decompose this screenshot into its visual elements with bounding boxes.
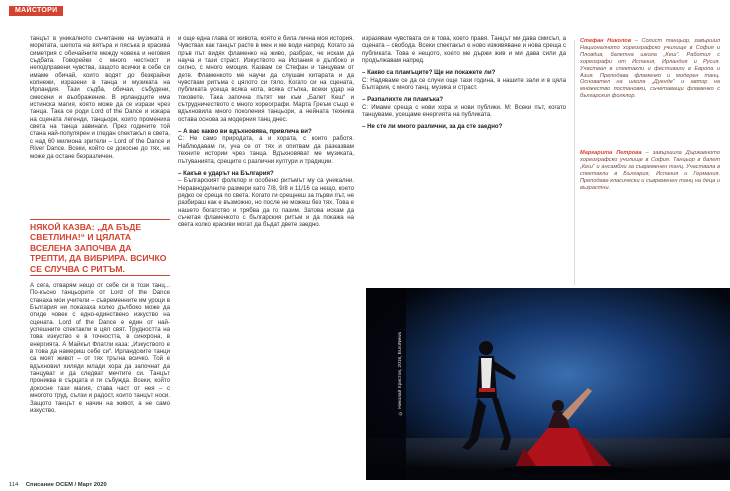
col1-bottom-text: А сега, отварям нещо от себе си в този танц... По-късно танцьорите от Lord of the Dance станаха мои учители – съвременните им уроци в България ни показаха колко дълбоко може да отиде човек с едно-единствено изкуство на сцената. Lord of the Dance е един от най-успешните спектакли в цял свят. Трудността на това изкуство е в точността, в синхрона, в енергията. А Майкъл Флатли каза: „Изкуството е в това да намериш себе си“. Ирландските танци са моят живот – от тях тръгна всичко. Той е вдъхновил хиляди млади хора да започнат да танцуват и да следват мечтите си. Танцът прониква в сърцата и ги събужда. Всеки, който докосне тази магия, става част от нея – с многото труд, сълзи и радост, които танцът носи. Защото танцът е начин на живот, а не само изкуство. (30, 282, 170, 414)
sidebar-divider (574, 40, 575, 285)
bio-2-name: Маргарита Петрова (580, 150, 642, 156)
answer-flames: С: Надяваме се да се случи още тази година, в нашите зали и в цяла България, с много танц, музика и страст. (362, 76, 566, 92)
question-spark: – Разпалихте ли пламъка? (362, 96, 444, 104)
bio-1-text: – Солист танцьор, завършил Националното хореографско училище в София и Пловдив, балетна школа „Кеш“. Работил с хореографи от Испания, Ирландия и Русия. Участвал в спектакли и фестивали в Европа и Азия. Преподава фламенко и модерен танц. Основател на школа „Дуенде“ и автор на множество постановки, съчетаващи фламенко с българския фолклор. (580, 38, 720, 100)
photo-credit: © Николай Христов, 2016, EuroNews (398, 332, 403, 416)
question-different: – Не сте ли много различни, за да сте заедно? (362, 123, 503, 131)
col3-top-text: изразявам чувствата си в това, което правя. Танцът ми дава смисъл, а сцената – свобода. Всеки спектакъл е ново изживяване и нова среща с публиката. Това е нещото, което ме държи жив и ми дава сили да продължавам напред. (362, 35, 566, 65)
pull-quote-rule-top (30, 219, 170, 220)
bio-1-name: Стефан Николов (580, 38, 632, 44)
question-bulgaria: – Какъв е ударът на България? (178, 169, 274, 177)
bio-2-text: – завършила Държавното хореографско училище в София. Танцьор в балет „Кеш“ и ансамбли за съвременен танц. Участвала в спектакли в България, Испания и Германия. Преподава класически и съвременен танц на деца и възрастни. (580, 150, 720, 191)
article-column-1-top (30, 35, 170, 215)
answer-bulgaria: – Българският фолклор и особено ритъмът му са уникални. Неравноделните размери като 7/8, 9/8 и 11/16 са нещо, което рядко се среща по света. Когато ги срещнеш за първи път, не разбираш как е възможно, но после не можеш без тях. Това е нашето богатство и трябва да го пазим. Затова искам да съчетая фламенкото с българския ритъм и да покажа на света колко красиви могат да бъдат двете заедно. (178, 177, 354, 229)
pull-quote: НЯКОЙ КАЗВА: „ДА БЪДЕ СВЕТЛИНА!“ И ЦЯЛАТА ВСЕЛЕНА ЗАПОЧВА ДА ТРЕПТИ, ДА ВИБРИРА. ВСИЧКО СЕ СЛУЧВА С РИТЪМ. (30, 222, 167, 274)
dance-photo (366, 288, 730, 480)
question-inspiration: – А вас какво ви вдъхновява, привлича ви? (178, 128, 312, 136)
question-flames: – Какво са пламъците? Ще ни покажете ли? (362, 69, 496, 77)
magazine-name: Списание ОСЕМ / Март 2020 (25, 482, 107, 488)
sidebar-bio-1 (580, 38, 720, 148)
pull-quote-rule-bottom (30, 275, 170, 276)
article-column-2 (178, 35, 354, 472)
sidebar-bio-2 (580, 150, 720, 280)
section-tag: МАЙСТОРИ (9, 6, 63, 16)
page-number: 114 (9, 482, 19, 488)
answer-spark: С: Имаме среща с нови хора и нови публики. М: Всеки път, когато танцуваме, усещаме енергията на публиката. (362, 103, 566, 119)
article-column-3 (362, 35, 566, 285)
page-footer (9, 482, 107, 488)
dancers-illustration (366, 288, 730, 480)
col1-top-text: танцът в уникалното съчетание на музиката и моретата, шепота на вятъра и пясъка в красива симетрия с обичайните между човека и неговия съдбата. Говорейки с много честност и неподправени чувства, защото всички в себе си имаме обичай, които водят до безкрайни копнежи, изразени в танца и музиката на Ирландия. Тази съдба, обичаи, събудени, смесени и въображение. В ирландците има истинска магия, която може да се изрази чрез танца. Така се роди Lord of the Dance и изкара на сцената легенди, танцьори, които промениха света на танца завинаги. През годините той стана най-популярен и гледан спектакъл в света, с над 60 милиона зрители – Lord of the Dance и River Dance. Всеки, който се докосне до тях, не може да остане безразличен. (30, 35, 170, 160)
article-column-1-bottom (30, 282, 170, 470)
col2-text: и още една глава от живота, която е била лична моя история. Чувствах как танцът расте в мен и ме води напред. Когато за пръв път видях фламенко на живо, разбрах, че искам да науча и тази страст. Изкуството на Испания е дълбоко и силно, с много емоция. Казвам се Стефан и танцувам от дете. Фламенкото ме научи да слушам китарата и да чувствам ритъма с цялото си тяло. Когато си на сцената, публиката усеща всяка нота, всяка стъпка, всеки удар на токовете. Така започна пътят ми към „Балет Кеш“ и сътрудничеството с много хореографи. Марта Греъм също е вдъхновила много поколения танцьори, а нейната техника остава основа за модерния танц днес. (178, 35, 354, 123)
answer-inspiration: С: Не само природата, а и хората, с които работя. Наблюдавам ги, уча се от тях и опитвам да разказвам техните истории чрез танца. Вдъхновяват ме музиката, пътуванията, срещите с различни култури и традиции. (178, 135, 354, 165)
